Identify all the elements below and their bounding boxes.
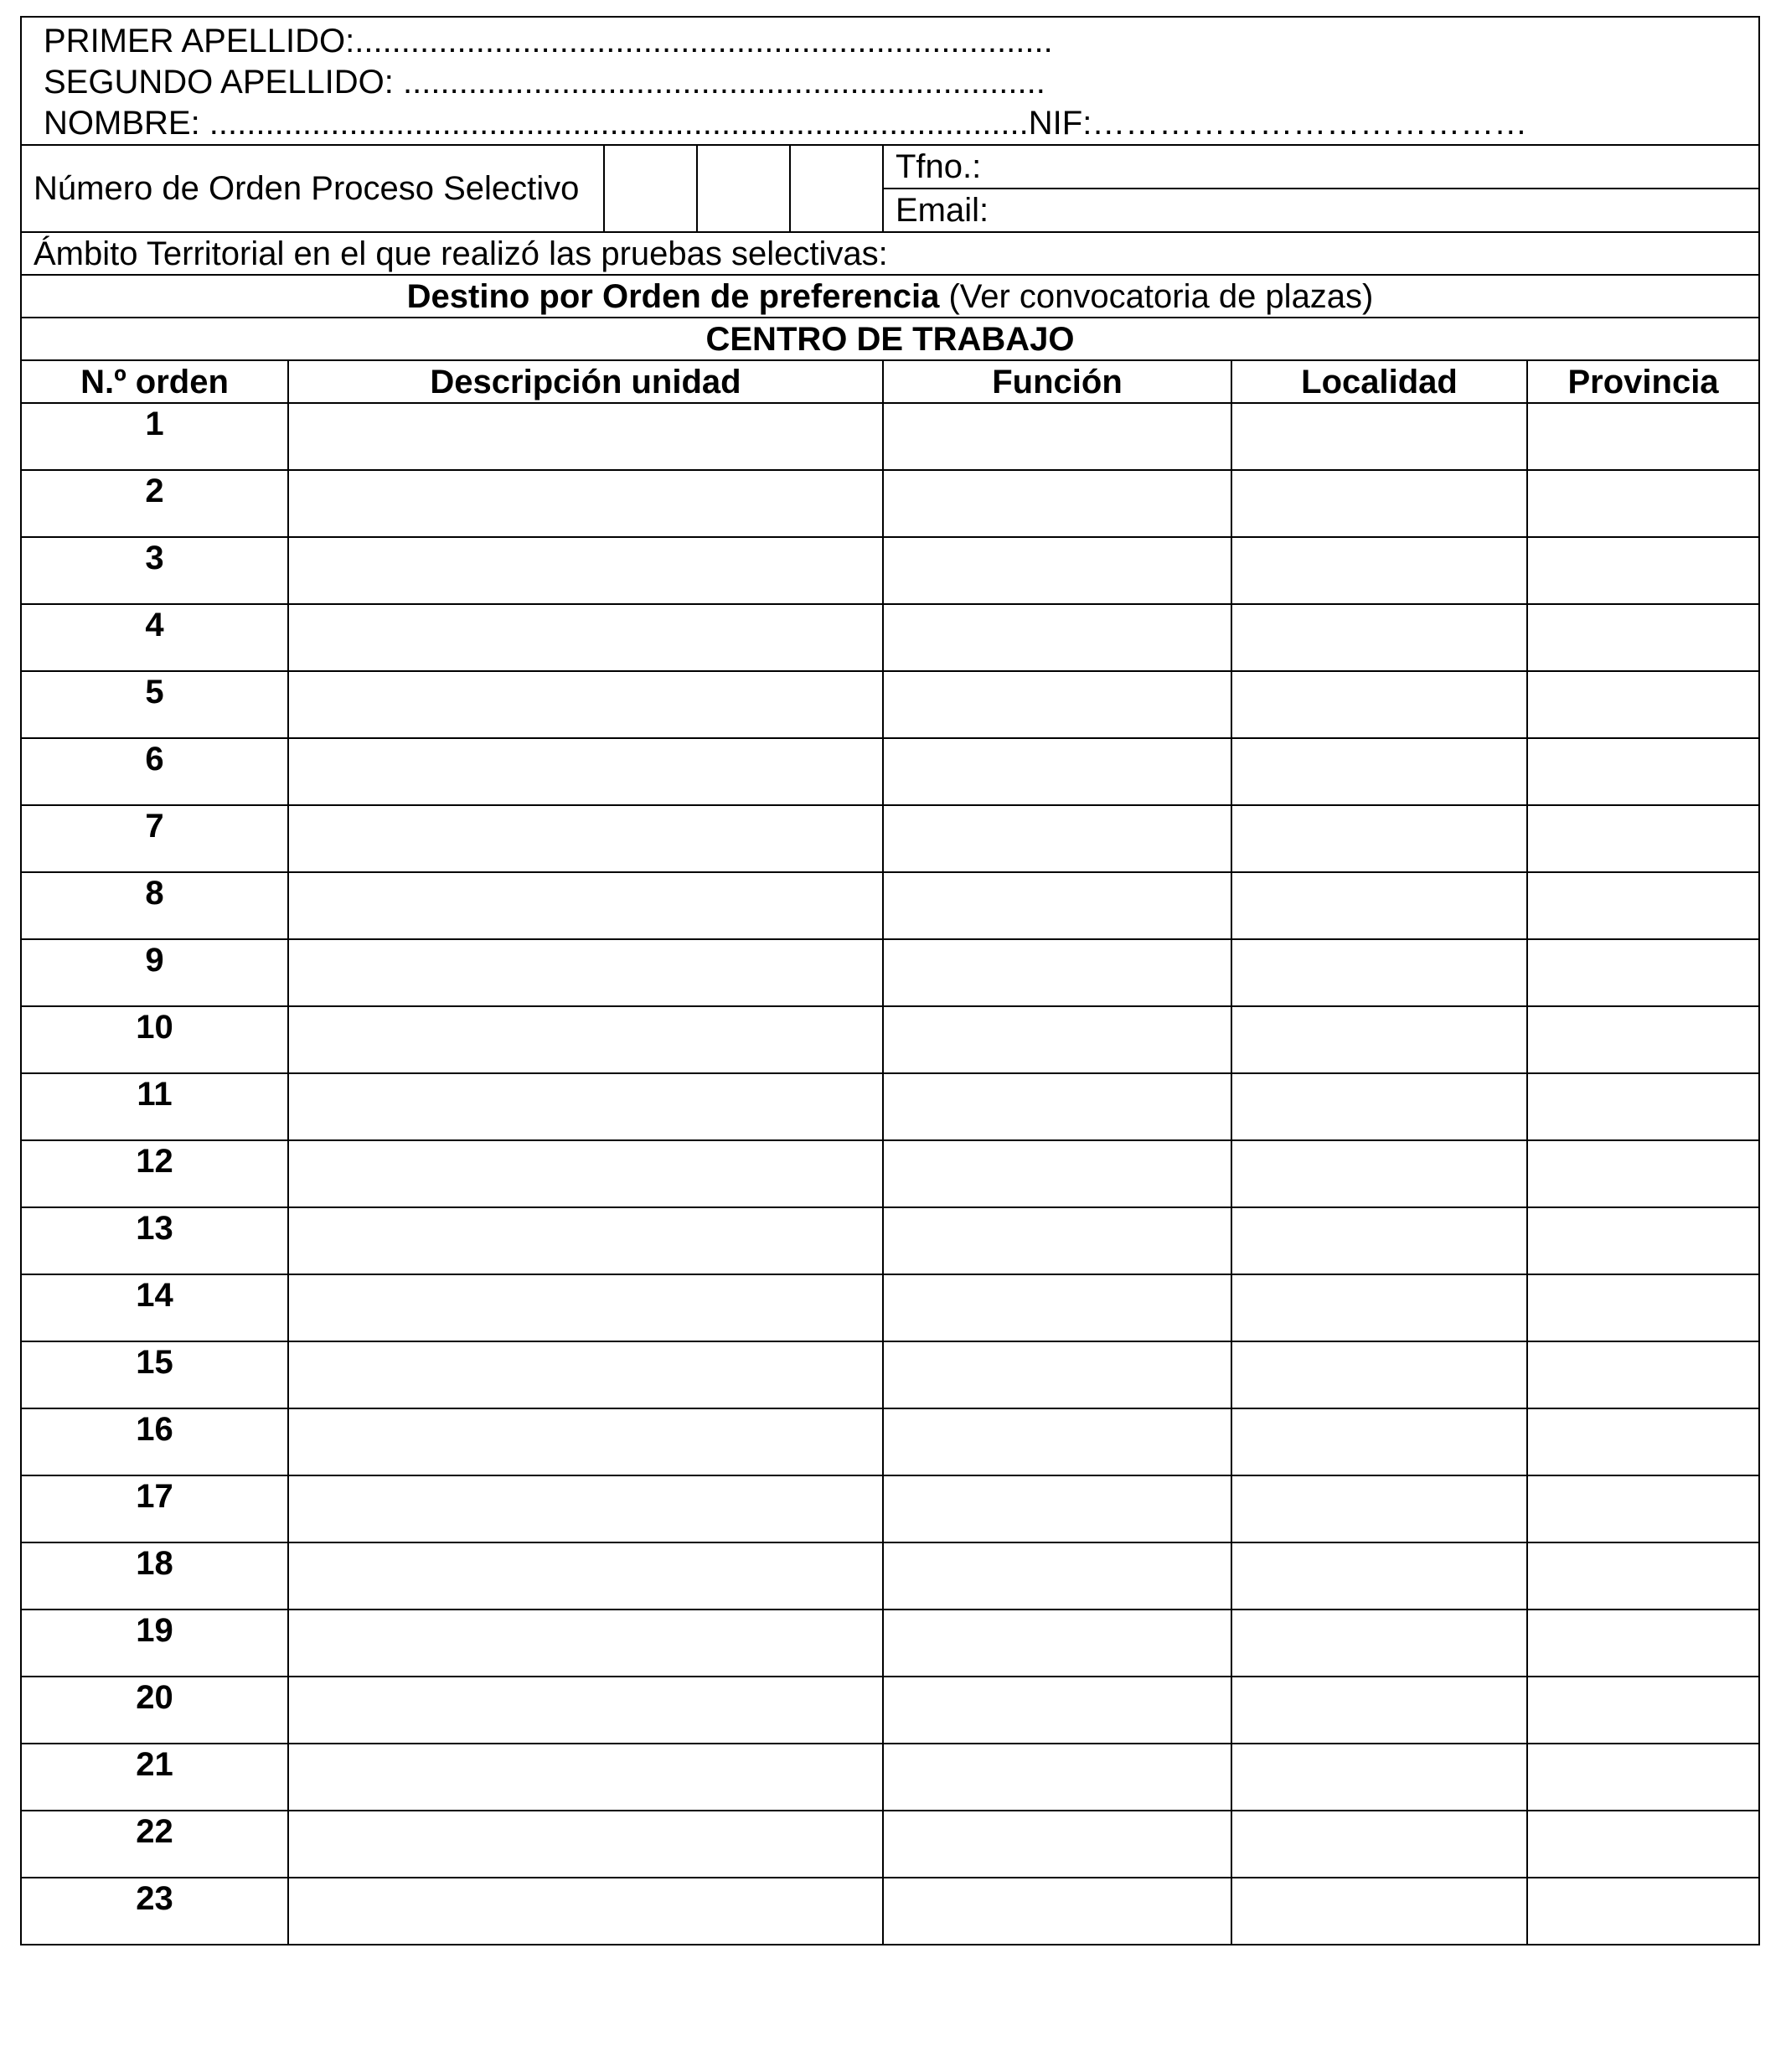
destino-heading-note: (Ver convocatoria de plazas) (939, 277, 1374, 315)
funcion-cell[interactable] (883, 537, 1231, 604)
descripcion-unidad-cell[interactable] (288, 1140, 883, 1207)
order-digit-box-2[interactable] (697, 145, 790, 232)
table-row (21, 1811, 1759, 1878)
descripcion-unidad-cell[interactable] (288, 403, 883, 470)
descripcion-unidad-cell[interactable] (288, 805, 883, 872)
table-row (21, 1744, 1759, 1811)
provincia-cell[interactable] (1527, 1610, 1759, 1677)
provincia-cell[interactable] (1527, 1207, 1759, 1274)
localidad-cell[interactable] (1231, 872, 1527, 939)
destination-preference-form (20, 16, 1760, 1945)
order-number-cell: 10 (21, 1006, 288, 1073)
segundo-apellido-field[interactable]: SEGUNDO APELLIDO: ..................................................................... (44, 64, 1045, 101)
table-row (21, 1475, 1759, 1542)
localidad-cell[interactable] (1231, 1475, 1527, 1542)
localidad-cell[interactable] (1231, 1542, 1527, 1610)
localidad-cell[interactable] (1231, 1341, 1527, 1408)
table-row (21, 1878, 1759, 1945)
order-number-cell: 19 (21, 1610, 288, 1677)
column-header-orden: N.º orden (21, 360, 288, 403)
localidad-cell[interactable] (1231, 403, 1527, 470)
provincia-cell[interactable] (1527, 1744, 1759, 1811)
funcion-cell[interactable] (883, 1073, 1231, 1140)
centro-trabajo-heading: CENTRO DE TRABAJO (21, 318, 1759, 360)
descripcion-unidad-cell[interactable] (288, 1744, 883, 1811)
provincia-cell[interactable] (1527, 1341, 1759, 1408)
table-row (21, 872, 1759, 939)
localidad-cell[interactable] (1231, 537, 1527, 604)
order-digit-box-3[interactable] (790, 145, 883, 232)
descripcion-unidad-cell[interactable] (288, 1006, 883, 1073)
primer-apellido-field[interactable]: PRIMER APELLIDO:........................................................................... (44, 23, 1053, 59)
destino-heading-bold: Destino por Orden de preferencia (406, 277, 940, 315)
descripcion-unidad-cell[interactable] (288, 1408, 883, 1475)
order-number-cell: 14 (21, 1274, 288, 1341)
table-row (21, 1610, 1759, 1677)
funcion-cell[interactable] (883, 1006, 1231, 1073)
provincia-cell[interactable] (1527, 1274, 1759, 1341)
provincia-cell[interactable] (1527, 604, 1759, 671)
order-number-cell: 2 (21, 470, 288, 537)
funcion-cell[interactable] (883, 805, 1231, 872)
order-digit-box-1[interactable] (604, 145, 697, 232)
funcion-cell[interactable] (883, 939, 1231, 1006)
order-number-cell: 3 (21, 537, 288, 604)
order-number-cell: 11 (21, 1073, 288, 1140)
funcion-cell[interactable] (883, 1207, 1231, 1274)
localidad-cell[interactable] (1231, 1610, 1527, 1677)
table-row (21, 1006, 1759, 1073)
provincia-cell[interactable] (1527, 1542, 1759, 1610)
order-number-cell: 15 (21, 1341, 288, 1408)
provincia-cell[interactable] (1527, 1006, 1759, 1073)
descripcion-unidad-cell[interactable] (288, 1610, 883, 1677)
descripcion-unidad-cell[interactable] (288, 1475, 883, 1542)
localidad-cell[interactable] (1231, 1274, 1527, 1341)
table-row (21, 470, 1759, 537)
order-number-cell: 20 (21, 1677, 288, 1744)
descripcion-unidad-cell[interactable] (288, 1811, 883, 1878)
provincia-cell[interactable] (1527, 1140, 1759, 1207)
table-row (21, 1408, 1759, 1475)
provincia-cell[interactable] (1527, 805, 1759, 872)
column-header-provincia: Provincia (1527, 360, 1759, 403)
order-number-cell: 9 (21, 939, 288, 1006)
table-row (21, 537, 1759, 604)
table-row (21, 1140, 1759, 1207)
table-row (21, 939, 1759, 1006)
localidad-cell[interactable] (1231, 1207, 1527, 1274)
provincia-cell[interactable] (1527, 872, 1759, 939)
order-number-cell: 5 (21, 671, 288, 738)
localidad-cell[interactable] (1231, 1006, 1527, 1073)
provincia-cell[interactable] (1527, 403, 1759, 470)
order-number-cell: 21 (21, 1744, 288, 1811)
descripcion-unidad-cell[interactable] (288, 1677, 883, 1744)
destino-heading (21, 275, 1759, 318)
funcion-cell[interactable] (883, 1677, 1231, 1744)
order-number-cell: 17 (21, 1475, 288, 1542)
table-row (21, 1207, 1759, 1274)
descripcion-unidad-cell[interactable] (288, 738, 883, 805)
descripcion-unidad-cell[interactable] (288, 939, 883, 1006)
funcion-cell[interactable] (883, 872, 1231, 939)
localidad-cell[interactable] (1231, 1140, 1527, 1207)
provincia-cell[interactable] (1527, 1408, 1759, 1475)
localidad-cell[interactable] (1231, 1878, 1527, 1945)
funcion-cell[interactable] (883, 403, 1231, 470)
provincia-cell[interactable] (1527, 1073, 1759, 1140)
funcion-cell[interactable] (883, 604, 1231, 671)
funcion-cell[interactable] (883, 1610, 1231, 1677)
personal-data-cell (21, 17, 1759, 145)
descripcion-unidad-cell[interactable] (288, 1274, 883, 1341)
column-header-localidad: Localidad (1231, 360, 1527, 403)
localidad-cell[interactable] (1231, 470, 1527, 537)
descripcion-unidad-cell[interactable] (288, 671, 883, 738)
funcion-cell[interactable] (883, 1744, 1231, 1811)
table-row (21, 1542, 1759, 1610)
localidad-cell[interactable] (1231, 738, 1527, 805)
descripcion-unidad-cell[interactable] (288, 1073, 883, 1140)
provincia-cell[interactable] (1527, 537, 1759, 604)
column-header-descripcion: Descripción unidad (288, 360, 883, 403)
table-row (21, 738, 1759, 805)
funcion-cell[interactable] (883, 1542, 1231, 1610)
localidad-cell[interactable] (1231, 1408, 1527, 1475)
funcion-cell[interactable] (883, 470, 1231, 537)
funcion-cell[interactable] (883, 1408, 1231, 1475)
localidad-cell[interactable] (1231, 604, 1527, 671)
descripcion-unidad-cell[interactable] (288, 470, 883, 537)
descripcion-unidad-cell[interactable] (288, 872, 883, 939)
descripcion-unidad-cell[interactable] (288, 1542, 883, 1610)
table-row (21, 604, 1759, 671)
descripcion-unidad-cell[interactable] (288, 1207, 883, 1274)
order-number-cell: 12 (21, 1140, 288, 1207)
provincia-cell[interactable] (1527, 738, 1759, 805)
localidad-cell[interactable] (1231, 1677, 1527, 1744)
order-number-cell: 16 (21, 1408, 288, 1475)
tfno-field[interactable]: Tfno.: (883, 145, 1759, 189)
provincia-cell[interactable] (1527, 1811, 1759, 1878)
funcion-cell[interactable] (883, 1274, 1231, 1341)
funcion-cell[interactable] (883, 1878, 1231, 1945)
provincia-cell[interactable] (1527, 470, 1759, 537)
order-number-cell: 23 (21, 1878, 288, 1945)
order-number-cell: 8 (21, 872, 288, 939)
provincia-cell[interactable] (1527, 1475, 1759, 1542)
order-number-cell: 22 (21, 1811, 288, 1878)
descripcion-unidad-cell[interactable] (288, 1878, 883, 1945)
email-field[interactable]: Email: (883, 189, 1759, 232)
descripcion-unidad-cell[interactable] (288, 604, 883, 671)
order-number-cell: 6 (21, 738, 288, 805)
funcion-cell[interactable] (883, 671, 1231, 738)
descripcion-unidad-cell[interactable] (288, 537, 883, 604)
table-row (21, 1677, 1759, 1744)
provincia-cell[interactable] (1527, 939, 1759, 1006)
funcion-cell[interactable] (883, 1811, 1231, 1878)
ambito-territorial-field[interactable]: Ámbito Territorial en el que realizó las pruebas selectivas: (21, 232, 1759, 275)
provincia-cell[interactable] (1527, 671, 1759, 738)
table-row (21, 403, 1759, 470)
table-row (21, 805, 1759, 872)
order-number-cell: 1 (21, 403, 288, 470)
order-number-cell: 13 (21, 1207, 288, 1274)
descripcion-unidad-cell[interactable] (288, 1341, 883, 1408)
table-row (21, 1274, 1759, 1341)
table-row (21, 671, 1759, 738)
localidad-cell[interactable] (1231, 939, 1527, 1006)
localidad-cell[interactable] (1231, 671, 1527, 738)
table-row (21, 1073, 1759, 1140)
funcion-cell[interactable] (883, 738, 1231, 805)
numero-orden-label: Número de Orden Proceso Selectivo (21, 145, 604, 232)
order-number-cell: 4 (21, 604, 288, 671)
column-header-funcion: Función (883, 360, 1231, 403)
provincia-cell[interactable] (1527, 1677, 1759, 1744)
nombre-nif-field[interactable]: NOMBRE: ........................................................................................NIF:………………………………… (44, 105, 1528, 142)
funcion-cell[interactable] (883, 1475, 1231, 1542)
order-number-cell: 18 (21, 1542, 288, 1610)
localidad-cell[interactable] (1231, 1744, 1527, 1811)
provincia-cell[interactable] (1527, 1878, 1759, 1945)
funcion-cell[interactable] (883, 1140, 1231, 1207)
order-number-cell: 7 (21, 805, 288, 872)
table-row (21, 1341, 1759, 1408)
localidad-cell[interactable] (1231, 1073, 1527, 1140)
funcion-cell[interactable] (883, 1341, 1231, 1408)
localidad-cell[interactable] (1231, 1811, 1527, 1878)
localidad-cell[interactable] (1231, 805, 1527, 872)
